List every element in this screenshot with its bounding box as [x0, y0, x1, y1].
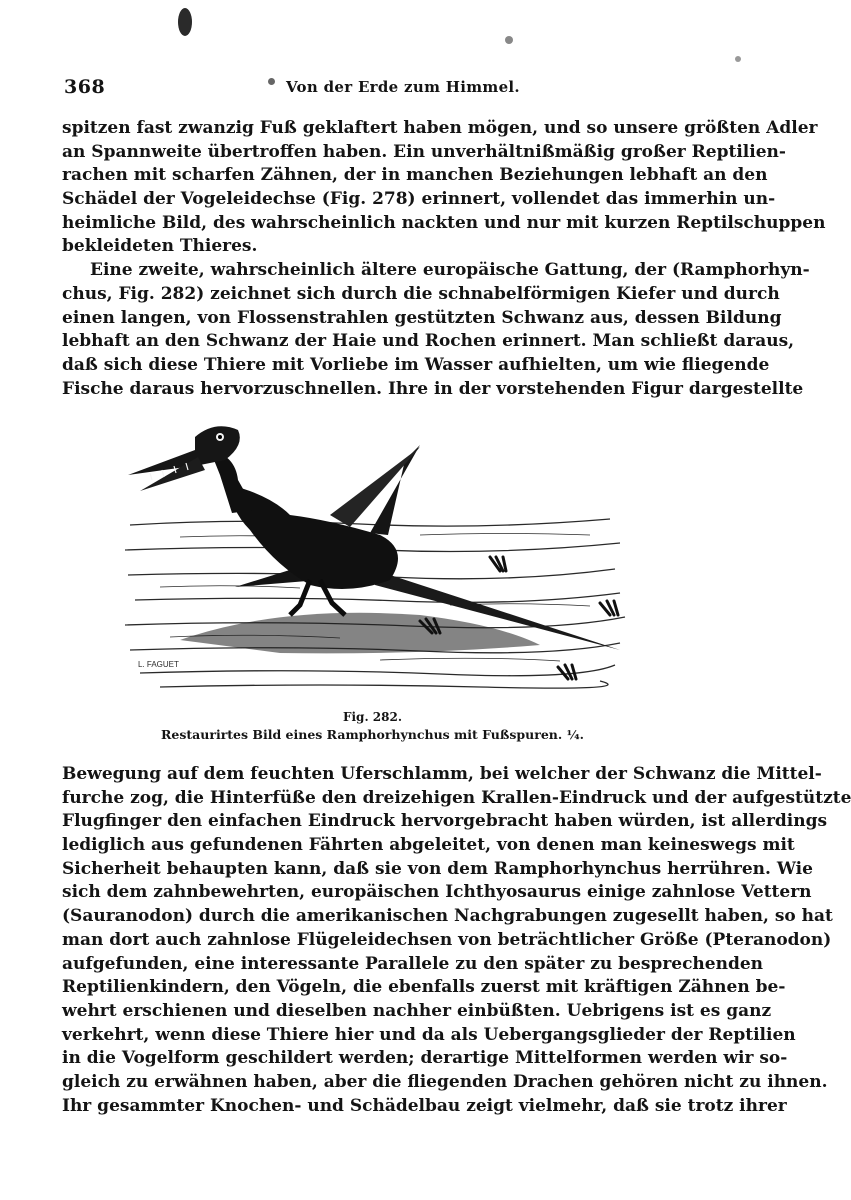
text-line: in die Vogelform geschildert werden; derartige Mittelformen werden wir so-	[62, 1048, 788, 1069]
text-line: man dort auch zahnlose Flügeleidechsen von beträchtlicher Größe (Pteranodon)	[62, 929, 832, 950]
text-line: heimliche Bild, des wahrscheinlich nackten und nur mit kurzen Reptilschuppen	[62, 212, 826, 233]
text-line: lebhaft an den Schwanz der Haie und Rochen erinnert. Man schließt daraus,	[62, 331, 795, 352]
ink-blot	[178, 8, 192, 36]
ink-speck	[505, 36, 513, 44]
text-line: Ihr gesammter Knochen- und Schädelbau zeigt vielmehr, daß sie trotz ihrer	[62, 1095, 787, 1116]
body-text-bottom	[62, 763, 851, 1118]
text-line: Schädel der Vogeleidechse (Fig. 278) erinnert, vollendet das immerhin un-	[62, 189, 776, 210]
text-line: bekleideten Thieres.	[62, 236, 258, 257]
text-line: verkehrt, wenn diese Thiere hier und da als Uebergangsglieder der Reptilien	[62, 1024, 796, 1045]
text-line: Eine zweite, wahrscheinlich ältere europäische Gattung, der (Ramphorhyn-	[90, 260, 810, 281]
text-line: an Spannweite übertroffen haben. Ein unverhältnißmäßig großer Reptilien-	[62, 141, 786, 162]
page-number: 368	[64, 76, 106, 98]
figure-caption: Restaurirtes Bild eines Ramphorhynchus mit Fußspuren. ¼.	[161, 727, 584, 742]
text-line: spitzen fast zwanzig Fuß geklaftert haben mögen, und so unsere größten Adler	[62, 118, 818, 138]
text-line: sich dem zahnbewehrten, europäischen Ichthyosaurus einige zahnlose Vettern	[62, 882, 812, 903]
wing-raised-membrane	[330, 447, 420, 527]
text-line: gleich zu erwähnen haben, aber die fliegenden Drachen gehören nicht zu ihnen.	[62, 1071, 828, 1092]
text-line: Reptilienkindern, den Vögeln, die ebenfalls zuerst mit kräftigen Zähnen be-	[62, 977, 786, 998]
text-line: rachen mit scharfen Zähnen, der in manchen Beziehungen lebhaft an den	[62, 165, 768, 186]
text-line: aufgefunden, eine interessante Parallele zu den später zu besprechenden	[62, 953, 764, 974]
page-header	[64, 76, 705, 100]
text-line: lediglich aus gefundenen Fährten abgeleitet, von denen man keineswegs mit	[62, 835, 795, 856]
text-line: Fische daraus hervorzuschnellen. Ihre in der vorstehenden Figur dargestellte	[62, 378, 804, 399]
text-line: wehrt erschienen und dieselben nachher einbüßten. Uebrigens ist es ganz	[62, 1000, 772, 1021]
text-line: Bewegung auf dem feuchten Uferschlamm, bei welcher der Schwanz die Mittel-	[62, 764, 822, 784]
text-line: einen langen, von Flossenstrahlen gestützten Schwanz aus, dessen Bildung	[62, 307, 782, 328]
figure-label: Fig. 282.	[342, 710, 403, 724]
ink-speck	[735, 56, 741, 62]
text-line: Flugfinger den einfachen Eindruck hervorgebracht haben würden, ist allerdings	[62, 811, 828, 832]
text-line: daß sich diese Thiere mit Vorliebe im Wasser aufhielten, um wie fliegende	[62, 354, 770, 375]
figure-282-illustration	[120, 415, 630, 700]
body-text-top	[62, 117, 826, 401]
text-line: (Sauranodon) durch die amerikanischen Nachgrabungen zugesellt haben, so hat	[62, 906, 833, 927]
engraver-signature: L. FAGUET	[138, 660, 179, 669]
running-title: Von der Erde zum Himmel.	[286, 78, 520, 96]
text-line: Sicherheit behaupten kann, daß sie von dem Ramphorhynchus herrühren. Wie	[62, 858, 813, 879]
text-line: chus, Fig. 282) zeichnet sich durch die schnabelförmigen Kiefer und durch	[62, 283, 780, 304]
text-line: furche zog, die Hinterfüße den dreizehigen Krallen-Eindruck und der aufgestützte	[62, 787, 851, 808]
